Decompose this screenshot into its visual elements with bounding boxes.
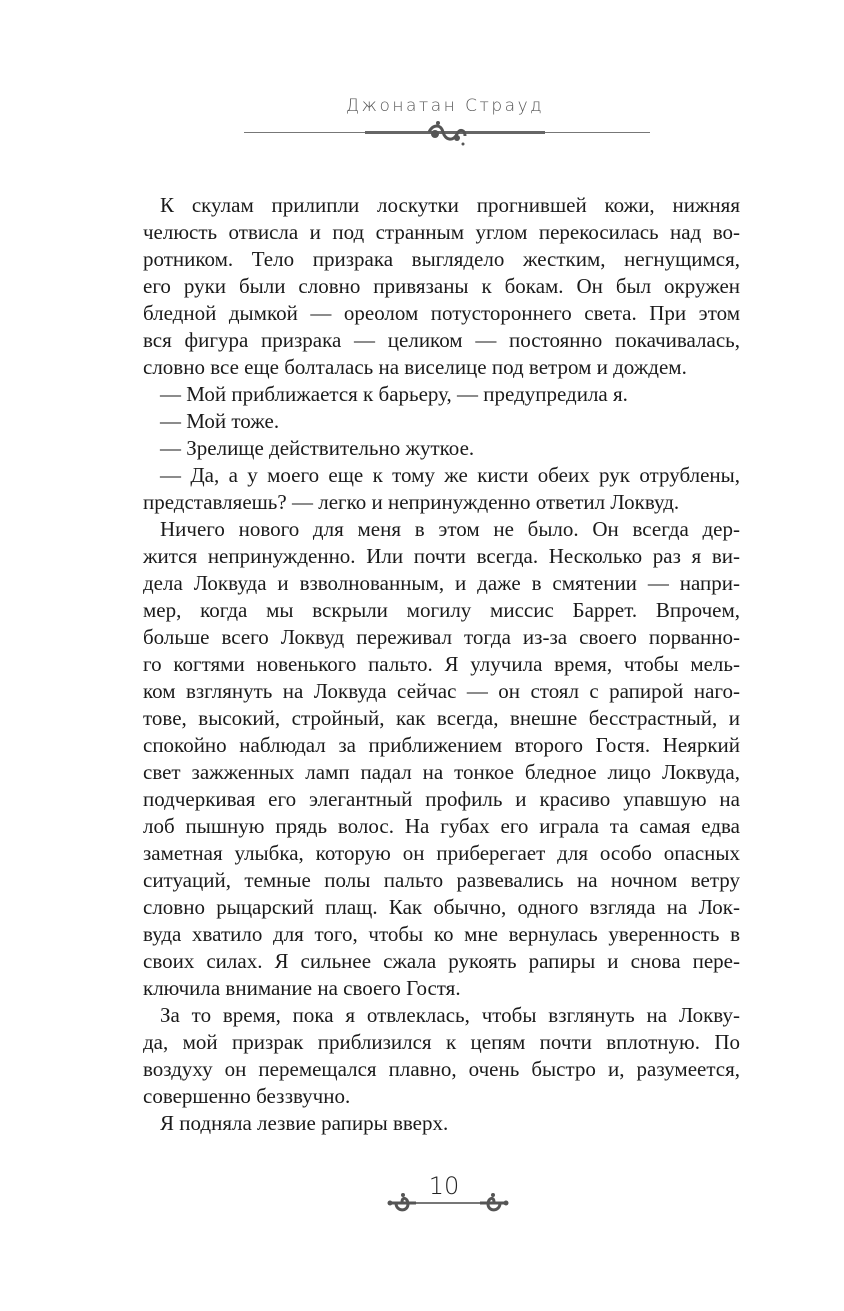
header-ornament-icon: [425, 120, 469, 148]
text-line: спокойно наблюдал за приближением второго Гостя. Неяркий: [143, 733, 740, 757]
text-line: ключила внимание на своего Гостя.: [143, 976, 461, 1000]
text-line: представляешь? — легко и непринужденно ответил Локвуд.: [143, 490, 680, 514]
text-line: жится непринужденно. Или почти всегда. Несколько раз я ви-: [143, 544, 740, 568]
text-line: челюсть отвисла и под странным углом перекосилась над во-: [143, 220, 740, 244]
paragraph: [143, 381, 740, 408]
text-line: своих силах. Я сильнее сжала рукоять рапиры и снова пере-: [143, 949, 740, 973]
text-line: бледной дымкой — ореолом потустороннего света. При этом: [143, 301, 740, 325]
text-line: го когтями новенького пальто. Я улучила время, чтобы мель-: [143, 652, 740, 676]
text-line: его руки были словно привязаны к бокам. Он был окружен: [143, 274, 740, 298]
paragraph: [143, 192, 740, 381]
text-line: Ничего нового для меня в этом не было. Он всегда дер-: [160, 517, 740, 541]
text-line: совершенно беззвучно.: [143, 1084, 351, 1108]
text-line: — Мой приближается к барьеру, — предупредила я.: [160, 382, 628, 406]
footer-ornament-left-icon: [386, 1192, 420, 1216]
text-line: вся фигура призрака — целиком — постоянно покачивалась,: [143, 328, 740, 352]
text-line: дела Локвуда и взволнованным, и даже в смятении — напри-: [143, 571, 740, 595]
text-line: заметная улыбка, которую он приберегает для особо опасных: [143, 841, 740, 865]
header-author: Джонатан Страуд: [345, 96, 545, 116]
text-line: ком взглянуть на Локвуда сейчас — он стоял с рапирой наго-: [143, 679, 740, 703]
text-line: ротником. Тело призрака выглядело жестким, негнущимся,: [143, 247, 740, 271]
text-line: — Мой тоже.: [160, 409, 280, 433]
paragraph: [143, 1110, 740, 1137]
text-line: больше всего Локвуд переживал тогда из-за своего порванно-: [143, 625, 740, 649]
text-line: воздуху он перемещался плавно, очень быстро и, разумеется,: [143, 1057, 740, 1081]
text-line: К скулам прилипли лоскутки прогнившей кожи, нижняя: [160, 193, 740, 217]
page-number: 10: [428, 1172, 460, 1200]
paragraph: [143, 435, 740, 462]
paragraph: [143, 1002, 740, 1110]
text-line: мер, когда мы вскрыли могилу миссис Баррет. Впрочем,: [143, 598, 740, 622]
text-line: вуда хватило для того, чтобы ко мне вернулась уверенность в: [143, 922, 740, 946]
text-line: словно все еще болталась на виселице под ветром и дождем.: [143, 355, 687, 379]
text-line: лоб пышную прядь волос. На губах его играла та самая едва: [143, 814, 740, 838]
paragraph: [143, 408, 740, 435]
paragraph: [143, 462, 740, 516]
text-line: — Да, а у моего еще к тому же кисти обеих рук отрублены,: [160, 463, 740, 487]
paragraph: [143, 516, 740, 1002]
text-line: свет зажженных ламп падал на тонкое бледное лицо Локвуда,: [143, 760, 740, 784]
footer-ornament-right-icon: [476, 1192, 510, 1216]
text-line: Я подняла лезвие рапиры вверх.: [160, 1111, 449, 1135]
body-text: [143, 192, 740, 1137]
text-line: тове, высокий, стройный, как всегда, внешне бесстрастный, и: [143, 706, 740, 730]
text-line: — Зрелище действительно жуткое.: [160, 436, 475, 460]
text-line: да, мой призрак приблизился к цепям почти вплотную. По: [143, 1030, 740, 1054]
text-line: ситуаций, темные полы пальто развевались на ночном ветру: [143, 868, 740, 892]
text-line: За то время, пока я отвлеклась, чтобы взглянуть на Локву-: [160, 1003, 740, 1027]
text-line: подчеркивая его элегантный профиль и красиво упавшую на: [143, 787, 740, 811]
text-line: словно рыцарский плащ. Как обычно, одного взгляда на Лок-: [143, 895, 740, 919]
